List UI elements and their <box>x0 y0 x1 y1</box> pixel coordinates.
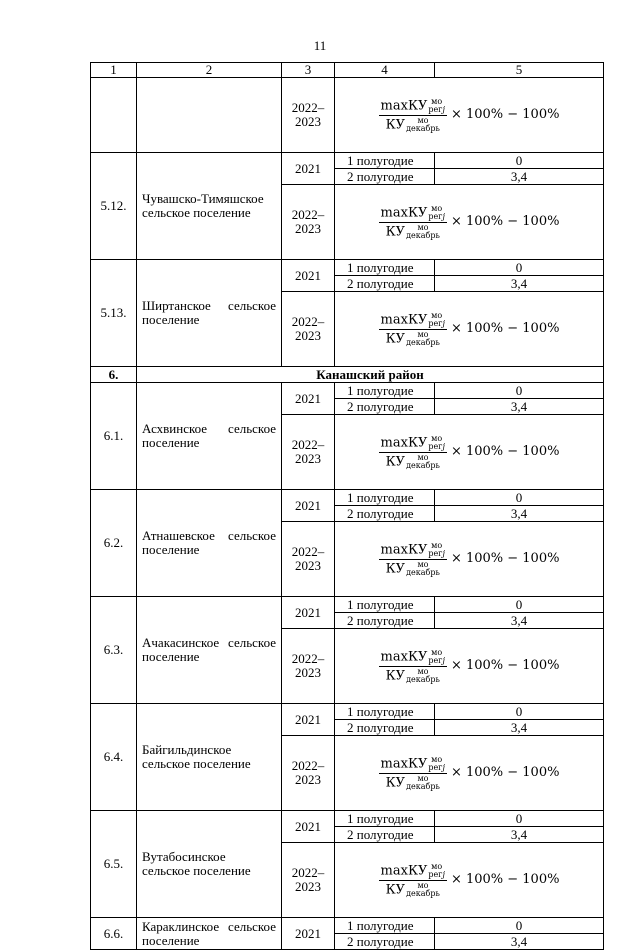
row-name: Вутабосинское сельское поселение <box>137 811 282 918</box>
growth-formula: maxКУ мо регj КУ мо декабрь × 100% − 100% <box>380 861 560 898</box>
half-year-1-label: 1 полугодие <box>335 811 435 827</box>
half-year-2-label: 2 полугодие <box>335 169 435 185</box>
half-year-1-label: 1 полугодие <box>335 490 435 506</box>
half-year-2-label: 2 полугодие <box>335 399 435 415</box>
half-year-2-value: 3,4 <box>435 276 604 292</box>
year-cell: 2021 <box>282 383 335 415</box>
year-range-start: 2022– <box>291 758 325 773</box>
year-range-start: 2022– <box>291 207 325 222</box>
formula-cell <box>335 736 604 811</box>
growth-formula: maxКУ мо регj КУ мо декабрь × 100% − 100% <box>380 203 560 240</box>
year-cell: 2021 <box>282 597 335 629</box>
row-name: Чувашско-Тимяшское сельское поселение <box>137 153 282 260</box>
row-number: 6.3. <box>91 597 137 704</box>
half-year-2-value: 3,4 <box>435 506 604 522</box>
formula-cell <box>335 843 604 918</box>
row-number: 6.4. <box>91 704 137 811</box>
table-row <box>91 490 604 506</box>
row-number: 6.2. <box>91 490 137 597</box>
row-number: 5.13. <box>91 260 137 367</box>
year-cell: 2021 <box>282 918 335 950</box>
year-cell <box>282 629 335 704</box>
year-range-end: 2023 <box>295 772 321 787</box>
year-cell: 2021 <box>282 260 335 292</box>
half-year-2-label: 2 полугодие <box>335 934 435 950</box>
half-year-2-label: 2 полугодие <box>335 720 435 736</box>
half-year-2-label: 2 полугодие <box>335 506 435 522</box>
half-year-2-value: 3,4 <box>435 934 604 950</box>
half-year-2-value: 3,4 <box>435 399 604 415</box>
row-name: Караклинское сельское поселение <box>137 918 282 950</box>
year-range-end: 2023 <box>295 114 321 129</box>
half-year-1-value: 0 <box>435 260 604 276</box>
half-year-1-value: 0 <box>435 704 604 720</box>
year-range-start: 2022– <box>291 544 325 559</box>
row-number: 6.6. <box>91 918 137 950</box>
year-cell: 2021 <box>282 153 335 185</box>
growth-formula: maxКУ мо регj КУ мо декабрь × 100% − 100% <box>380 540 560 577</box>
half-year-1-value: 0 <box>435 153 604 169</box>
row-name: Атнашевское сельское поселение <box>137 490 282 597</box>
year-cell <box>282 522 335 597</box>
row-name <box>137 78 282 153</box>
table-row <box>91 153 604 169</box>
year-cell <box>282 843 335 918</box>
half-year-1-label: 1 полугодие <box>335 704 435 720</box>
tariff-table <box>90 62 604 950</box>
formula-cell <box>335 522 604 597</box>
row-number: 6.5. <box>91 811 137 918</box>
growth-formula: maxКУ мо регj КУ мо декабрь × 100% − 100% <box>380 433 560 470</box>
half-year-2-label: 2 полугодие <box>335 827 435 843</box>
formula-cell <box>335 629 604 704</box>
formula-cell <box>335 185 604 260</box>
year-range-start: 2022– <box>291 865 325 880</box>
formula-cell <box>335 415 604 490</box>
year-cell <box>282 415 335 490</box>
year-cell <box>282 185 335 260</box>
page-number: 11 <box>313 38 327 53</box>
year-range-start: 2022– <box>291 437 325 452</box>
half-year-1-label: 1 полугодие <box>335 597 435 613</box>
year-range-end: 2023 <box>295 879 321 894</box>
formula-cell <box>335 78 604 153</box>
year-range-end: 2023 <box>295 558 321 573</box>
half-year-1-label: 1 полугодие <box>335 383 435 399</box>
year-range-start: 2022– <box>291 100 325 115</box>
half-year-1-value: 0 <box>435 597 604 613</box>
year-range-start: 2022– <box>291 314 325 329</box>
year-range-end: 2023 <box>295 665 321 680</box>
row-number <box>91 78 137 153</box>
half-year-1-label: 1 полугодие <box>335 918 435 934</box>
half-year-2-value: 3,4 <box>435 169 604 185</box>
year-cell: 2021 <box>282 490 335 522</box>
row-name: Ширтанское сельское поселение <box>137 260 282 367</box>
year-cell: 2021 <box>282 704 335 736</box>
year-cell <box>282 736 335 811</box>
header-col-4: 4 <box>335 63 435 78</box>
table-row <box>91 597 604 613</box>
half-year-2-label: 2 полугодие <box>335 613 435 629</box>
table-row <box>91 383 604 399</box>
header-col-2: 2 <box>137 63 282 78</box>
table-row <box>91 704 604 720</box>
year-range-end: 2023 <box>295 221 321 236</box>
district-number: 6. <box>91 367 137 383</box>
year-cell: 2021 <box>282 811 335 843</box>
formula-cell <box>335 292 604 367</box>
table-row <box>91 811 604 827</box>
row-number: 6.1. <box>91 383 137 490</box>
header-col-5: 5 <box>435 63 604 78</box>
year-range-end: 2023 <box>295 451 321 466</box>
continuation-row <box>91 78 604 153</box>
half-year-1-value: 0 <box>435 490 604 506</box>
half-year-1-label: 1 полугодие <box>335 260 435 276</box>
district-row <box>91 367 604 383</box>
year-range-start: 2022– <box>291 651 325 666</box>
growth-formula: maxКУ мо регj КУ мо декабрь × 100% − 100% <box>380 96 560 133</box>
table-row <box>91 260 604 276</box>
half-year-2-value: 3,4 <box>435 613 604 629</box>
half-year-1-value: 0 <box>435 918 604 934</box>
half-year-1-value: 0 <box>435 383 604 399</box>
row-number: 5.12. <box>91 153 137 260</box>
row-name: Байгильдинское сельское поселение <box>137 704 282 811</box>
growth-formula: maxКУ мо регj КУ мо декабрь × 100% − 100% <box>380 647 560 684</box>
half-year-1-label: 1 полугодие <box>335 153 435 169</box>
year-range-end: 2023 <box>295 328 321 343</box>
header-col-1: 1 <box>91 63 137 78</box>
year-cell <box>282 78 335 153</box>
half-year-2-value: 3,4 <box>435 827 604 843</box>
half-year-2-label: 2 полугодие <box>335 276 435 292</box>
half-year-2-value: 3,4 <box>435 720 604 736</box>
table-header-row <box>91 63 604 78</box>
year-cell <box>282 292 335 367</box>
row-name: Ачакасинское сельское поселение <box>137 597 282 704</box>
half-year-1-value: 0 <box>435 811 604 827</box>
table-row <box>91 918 604 934</box>
district-name: Канашский район <box>137 367 604 383</box>
growth-formula: maxКУ мо регj КУ мо декабрь × 100% − 100% <box>380 754 560 791</box>
header-col-3: 3 <box>282 63 335 78</box>
row-name: Асхвинское сельское поселение <box>137 383 282 490</box>
growth-formula: maxКУ мо регj КУ мо декабрь × 100% − 100% <box>380 310 560 347</box>
